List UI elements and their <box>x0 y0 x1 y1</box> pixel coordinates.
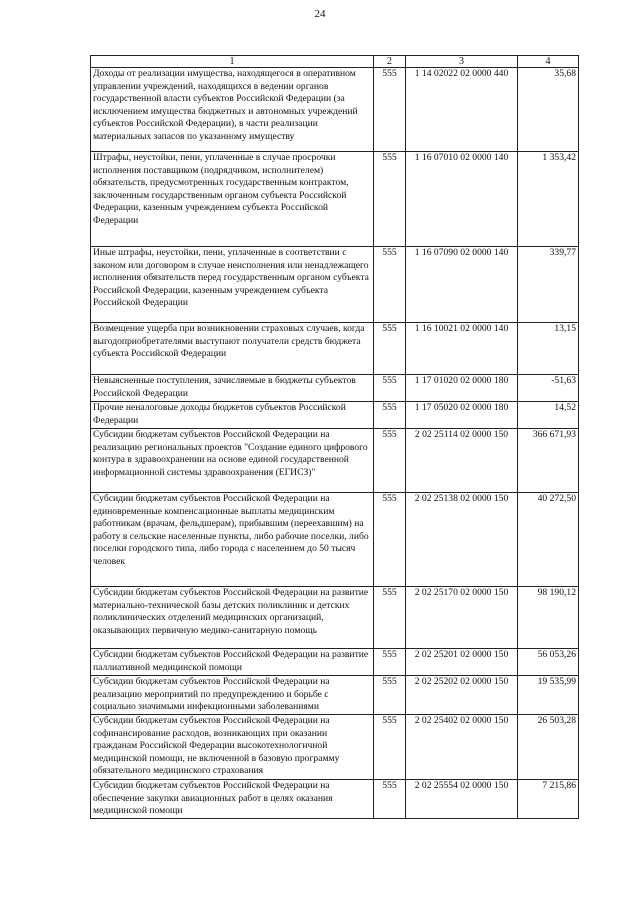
budget-code-cell: 2 02 25201 02 0000 150 <box>406 649 518 676</box>
table-row <box>91 676 579 715</box>
revenue-name-cell: Иные штрафы, неустойки, пени, уплаченные в соответствии с законом или договором в случае неисполнения или ненадлежащего исполнения обязательств перед государственным органом субъекта Российской Федерации, казенным учреждением субъекта Российской Федерации <box>91 247 374 323</box>
revenue-name-cell: Субсидии бюджетам субъектов Российской Федерации на единовременные компенсационные выплаты медицинским работникам (врачам, фельдшерам), прибывшим (переехавшим) на работу в сельские населенные пункты, либо рабочие поселки, либо поселки городского типа, либо города с населением до 50 тысяч человек <box>91 493 374 587</box>
table-header-row <box>91 56 579 68</box>
admin-code-cell: 555 <box>374 323 406 375</box>
admin-code-cell: 555 <box>374 247 406 323</box>
budget-code-cell: 1 17 05020 02 0000 180 <box>406 402 518 429</box>
amount-cell: 26 503,28 <box>518 715 579 780</box>
admin-code-cell: 555 <box>374 375 406 402</box>
amount-cell: 14,52 <box>518 402 579 429</box>
column-header-name: 1 <box>91 56 374 68</box>
revenue-name-cell: Штрафы, неустойки, пени, уплаченные в случае просрочки исполнения поставщиком (подрядчиком, исполнителем) обязательств, предусмотренных государственным контрактом, заключенным государственным органом субъекта Российской Федерации, казенным учреждением субъекта Российской Федерации <box>91 152 374 247</box>
amount-cell: 339,77 <box>518 247 579 323</box>
amount-cell: 98 190,12 <box>518 587 579 649</box>
amount-cell: 40 272,50 <box>518 493 579 587</box>
table-row <box>91 649 579 676</box>
amount-cell: 1 353,42 <box>518 152 579 247</box>
revenue-name-cell: Прочие неналоговые доходы бюджетов субъектов Российской Федерации <box>91 402 374 429</box>
amount-cell: 366 671,93 <box>518 429 579 493</box>
revenue-name-cell: Субсидии бюджетам субъектов Российской Федерации на софинансирование расходов, возникающих при оказании гражданам Российской Федерации высокотехнологичной медицинской помощи, не включенной в базовую программу обязательного медицинского страхования <box>91 715 374 780</box>
table-row <box>91 68 579 152</box>
admin-code-cell: 555 <box>374 493 406 587</box>
amount-cell: 19 535,99 <box>518 676 579 715</box>
budget-code-cell: 2 02 25554 02 0000 150 <box>406 780 518 819</box>
admin-code-cell: 555 <box>374 649 406 676</box>
table-row <box>91 152 579 247</box>
table-row <box>91 247 579 323</box>
admin-code-cell: 555 <box>374 676 406 715</box>
admin-code-cell: 555 <box>374 715 406 780</box>
budget-code-cell: 1 16 07090 02 0000 140 <box>406 247 518 323</box>
revenue-name-cell: Субсидии бюджетам субъектов Российской Федерации на развитие материально-технической базы детских поликлиник и детских поликлинических отделений медицинских организаций, оказывающих первичную медико-санитарную помощь <box>91 587 374 649</box>
admin-code-cell: 555 <box>374 152 406 247</box>
budget-code-cell: 1 14 02022 02 0000 440 <box>406 68 518 152</box>
budget-code-cell: 1 16 07010 02 0000 140 <box>406 152 518 247</box>
amount-cell: -51,63 <box>518 375 579 402</box>
table-row <box>91 780 579 819</box>
budget-code-cell: 2 02 25138 02 0000 150 <box>406 493 518 587</box>
amount-cell: 7 215,86 <box>518 780 579 819</box>
amount-cell: 56 053,26 <box>518 649 579 676</box>
revenue-name-cell: Доходы от реализации имущества, находящегося в оперативном управлении учреждений, находящихся в ведении органов государственной власти субъектов Российской Федерации (за исключением имущества бюджетных и автономных учреждений субъектов Российской Федерации), в части реализации материальных запасов по указанному имуществу <box>91 68 374 152</box>
budget-code-cell: 2 02 25114 02 0000 150 <box>406 429 518 493</box>
table-row <box>91 429 579 493</box>
admin-code-cell: 555 <box>374 587 406 649</box>
revenue-name-cell: Субсидии бюджетам субъектов Российской Федерации на развитие паллиативной медицинской помощи <box>91 649 374 676</box>
table-row <box>91 493 579 587</box>
page-number: 24 <box>314 8 326 20</box>
table-row <box>91 587 579 649</box>
admin-code-cell: 555 <box>374 780 406 819</box>
budget-code-cell: 1 17 01020 02 0000 180 <box>406 375 518 402</box>
column-header-code: 3 <box>406 56 518 68</box>
table-row <box>91 402 579 429</box>
column-header-admin: 2 <box>374 56 406 68</box>
budget-revenue-table <box>90 55 579 819</box>
revenue-name-cell: Возмещение ущерба при возникновении страховых случаев, когда выгодоприобретателями выступают получатели средств бюджета субъекта Российской Федерации <box>91 323 374 375</box>
amount-cell: 35,68 <box>518 68 579 152</box>
admin-code-cell: 555 <box>374 68 406 152</box>
amount-cell: 13,15 <box>518 323 579 375</box>
budget-code-cell: 2 02 25170 02 0000 150 <box>406 587 518 649</box>
admin-code-cell: 555 <box>374 429 406 493</box>
revenue-name-cell: Субсидии бюджетам субъектов Российской Федерации на реализацию региональных проектов "Создание единого цифрового контура в здравоохранении на основе единой государственной информационной системы здравоохранения (ЕГИСЗ)" <box>91 429 374 493</box>
budget-code-cell: 1 16 10021 02 0000 140 <box>406 323 518 375</box>
table-row <box>91 715 579 780</box>
column-header-amount: 4 <box>518 56 579 68</box>
table-row <box>91 375 579 402</box>
revenue-name-cell: Субсидии бюджетам субъектов Российской Федерации на реализацию мероприятий по предупреждению и борьбе с социально значимыми инфекционными заболеваниями <box>91 676 374 715</box>
revenue-name-cell: Субсидии бюджетам субъектов Российской Федерации на обеспечение закупки авиационных работ в целях оказания медицинской помощи <box>91 780 374 819</box>
table-row <box>91 323 579 375</box>
budget-code-cell: 2 02 25402 02 0000 150 <box>406 715 518 780</box>
revenue-name-cell: Невыясненные поступления, зачисляемые в бюджеты субъектов Российской Федерации <box>91 375 374 402</box>
budget-code-cell: 2 02 25202 02 0000 150 <box>406 676 518 715</box>
admin-code-cell: 555 <box>374 402 406 429</box>
